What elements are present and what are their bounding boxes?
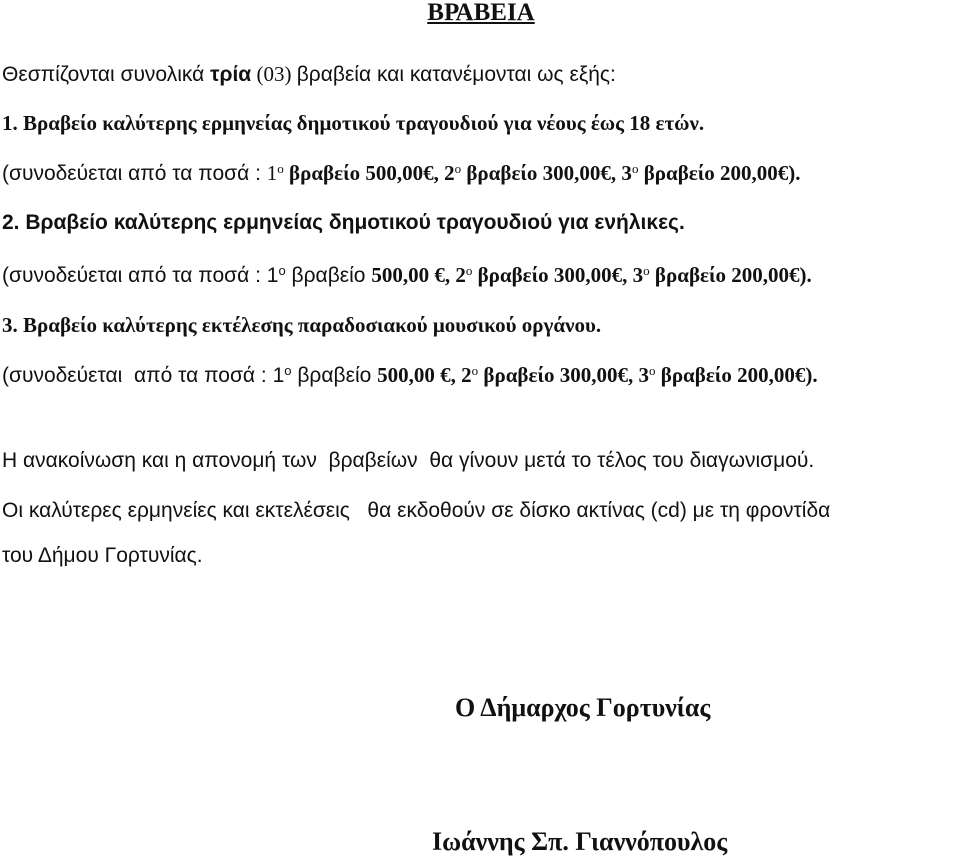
document-title: ΒΡΑΒΕΙΑ <box>427 0 535 26</box>
prize-3-amounts: (συνοδεύεται από τα ποσά : $1^o$ βραβείο 500,00 €, $2^o$ βραβείο 300,00€, $3^o$ βραβείο 200,00€). <box>2 362 818 387</box>
prize-2-amounts: (συνοδεύεται από τα ποσά : $1^o$ βραβείο 500,00 €, $2^o$ βραβείο 300,00€, $3^o$ βραβείο 200,00€). <box>2 262 812 287</box>
prize-1-heading: 1. Βραβείο καλύτερης ερμηνείας δημοτικού τραγουδιού για νέους έως 18 ετών. <box>2 111 705 135</box>
prize-1-amounts: (συνοδεύεται από τα ποσά : $1^o$ βραβείο 500,00€, $2^o$ βραβείο 300,00€, $3^o$ βραβείο 200,00€). <box>2 160 801 185</box>
cd-note-line-1: Οι καλύτερες ερμηνείες και εκτελέσεις θα εκδοθούν σε δίσκο ακτίνας (cd) με τη φροντίδα <box>2 499 831 522</box>
prize-3-heading: 3. Βραβείο καλύτερης εκτέλεσης παραδοσιακού μουσικού οργάνου. <box>2 313 602 337</box>
announcement-paragraph: Η ανακοίνωση και η απονομή των βραβείων θα γίνουν μετά το τέλος του διαγωνισμού. <box>2 449 815 472</box>
signature-name: Ιωάννης Σπ. Γιαννόπουλος <box>432 827 728 856</box>
cd-note-line-2: του Δήμου Γορτυνίας. <box>2 544 203 567</box>
intro-paragraph: Θεσπίζονται συνολικά τρία (03) βραβεία και κατανέμονται ως εξής: <box>2 62 616 86</box>
signature-role: Ο Δήμαρχος Γορτυνίας <box>455 693 711 722</box>
prize-2-heading: 2. Βραβείο καλύτερης ερμηνείας δημοτικού τραγουδιού για ενήλικες. <box>2 211 685 234</box>
